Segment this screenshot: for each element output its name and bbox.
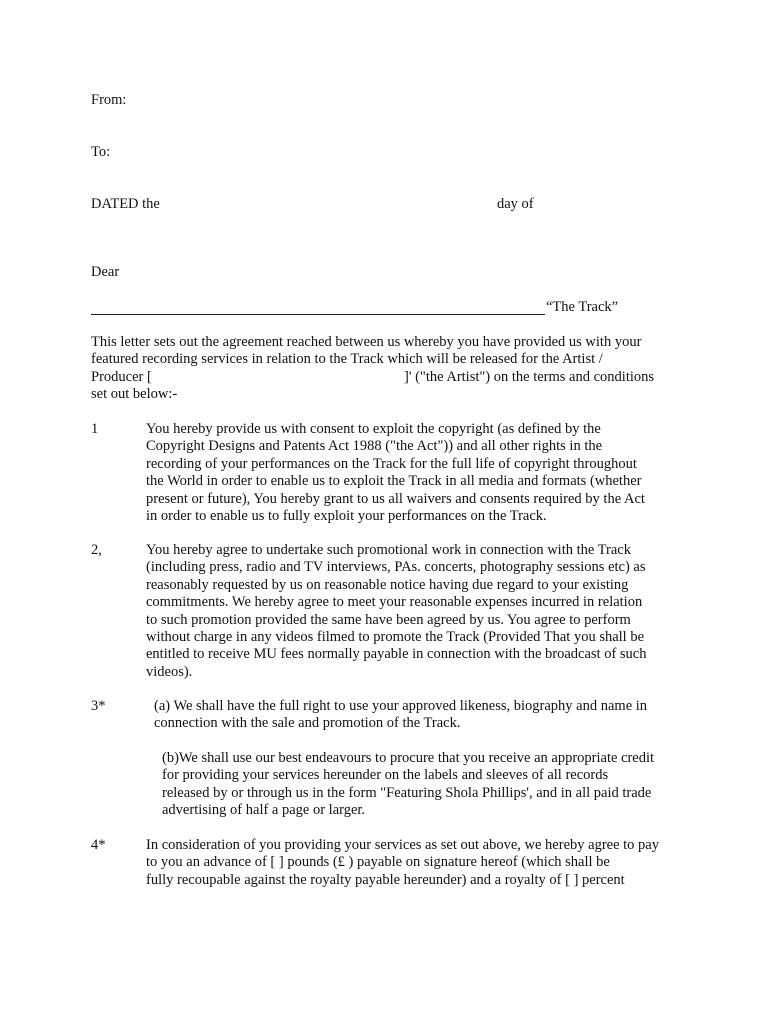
intro-paragraph bbox=[91, 334, 655, 404]
clause-line: videos). bbox=[146, 663, 193, 680]
intro-producer-line bbox=[91, 368, 655, 386]
producer-suffix: ]' ("the Artist") on the terms and conditions bbox=[404, 368, 655, 385]
intro-line: featured recording services in relation to the Track which will be released for the Artist / bbox=[91, 351, 603, 368]
from-label: From: bbox=[91, 92, 127, 108]
clause-number: 1 bbox=[91, 421, 99, 437]
day-of-label: day of bbox=[497, 196, 534, 212]
clause-number: 2, bbox=[91, 542, 102, 558]
clause-line: without charge in any videos filmed to promote the Track (Provided That you shall be bbox=[146, 629, 645, 646]
clause-line: released by or through us in the form "Featuring Shola Phillips', and in all paid trade bbox=[162, 784, 652, 801]
clause-3b-text bbox=[162, 750, 654, 820]
clause-2-text bbox=[146, 542, 646, 681]
intro-line: set out below:- bbox=[91, 386, 178, 403]
clause-line: present or future), You hereby grant to us all waivers and consents required by the Act bbox=[146, 490, 645, 507]
clause-line: for providing your services hereunder on the labels and sleeves of all records bbox=[162, 767, 609, 784]
clause-line: to you an advance of [ ] pounds (£ ) payable on signature hereof (which shall be bbox=[146, 854, 610, 871]
clause-line: advertising of half a page or larger. bbox=[162, 802, 366, 819]
clause-line: to such promotion provided the same have been agreed by us. You agree to perform bbox=[146, 611, 631, 628]
clause-line: Copyright Designs and Patents Act 1988 ("the Act")) and all other rights in the bbox=[146, 438, 603, 455]
clause-line: In consideration of you providing your services as set out above, we hereby agree to pay bbox=[146, 837, 659, 853]
subject-underline bbox=[91, 314, 545, 315]
clause-line: fully recoupable against the royalty payable hereunder) and a royalty of [ ] percent bbox=[146, 871, 625, 888]
track-title: “The Track” bbox=[546, 299, 619, 315]
clause-line: in order to enable us to fully exploit your performances on the Track. bbox=[146, 508, 547, 525]
clause-line: (a) We shall have the full right to use your approved likeness, biography and name in bbox=[154, 698, 648, 714]
clause-1-text bbox=[146, 421, 645, 525]
clause-3a-text bbox=[154, 698, 647, 733]
clause-line: connection with the sale and promotion of the Track. bbox=[154, 715, 461, 732]
clause-number: 4* bbox=[91, 837, 106, 853]
clause-line: recording of your performances on the Track for the full life of copyright throughout bbox=[146, 455, 637, 472]
intro-line: This letter sets out the agreement reached between us whereby you have provided us with your bbox=[91, 334, 642, 350]
clause-line: commitments. We hereby agree to meet your reasonable expenses incurred in relation bbox=[146, 594, 643, 611]
clause-line: You hereby agree to undertake such promotional work in connection with the Track bbox=[146, 542, 631, 558]
clause-line: (including press, radio and TV interviews, PAs. concerts, photography sessions etc) as bbox=[146, 559, 646, 576]
producer-prefix: Producer [ bbox=[91, 368, 152, 385]
dear-label: Dear bbox=[91, 264, 120, 280]
to-label: To: bbox=[91, 144, 111, 160]
clause-line: (b)We shall use our best endeavours to procure that you receive an appropriate credit bbox=[162, 750, 655, 766]
clause-number: 3* bbox=[91, 698, 106, 714]
clause-4-text bbox=[146, 837, 659, 889]
clause-line: the World in order to enable us to exploit the Track in all media and formats (whether bbox=[146, 473, 642, 490]
dated-label: DATED the bbox=[91, 196, 160, 212]
clause-line: You hereby provide us with consent to exploit the copyright (as defined by the bbox=[146, 421, 601, 437]
clause-line: reasonably requested by us on reasonable notice having due regard to your existing bbox=[146, 576, 629, 593]
clause-line: entitled to receive MU fees normally payable in connection with the broadcast of such bbox=[146, 646, 647, 663]
